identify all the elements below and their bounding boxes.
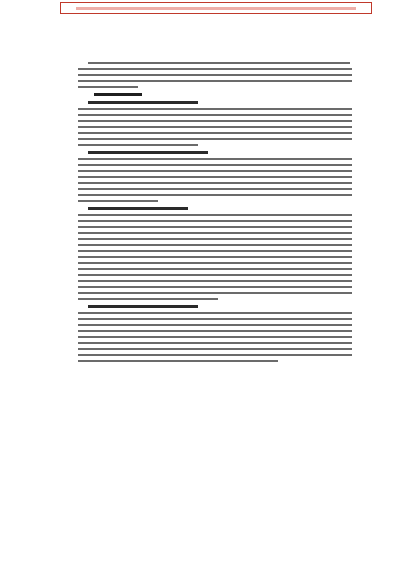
document-body	[78, 62, 352, 367]
section-2-paragraph	[78, 151, 352, 202]
promo-banner-placeholder	[76, 7, 356, 10]
intro-paragraph	[78, 62, 352, 88]
section-4-paragraph	[78, 305, 352, 362]
section-3-paragraph	[78, 207, 352, 300]
promo-banner[interactable]	[60, 2, 372, 14]
section-heading	[94, 93, 142, 96]
section-1-paragraph	[78, 101, 352, 146]
